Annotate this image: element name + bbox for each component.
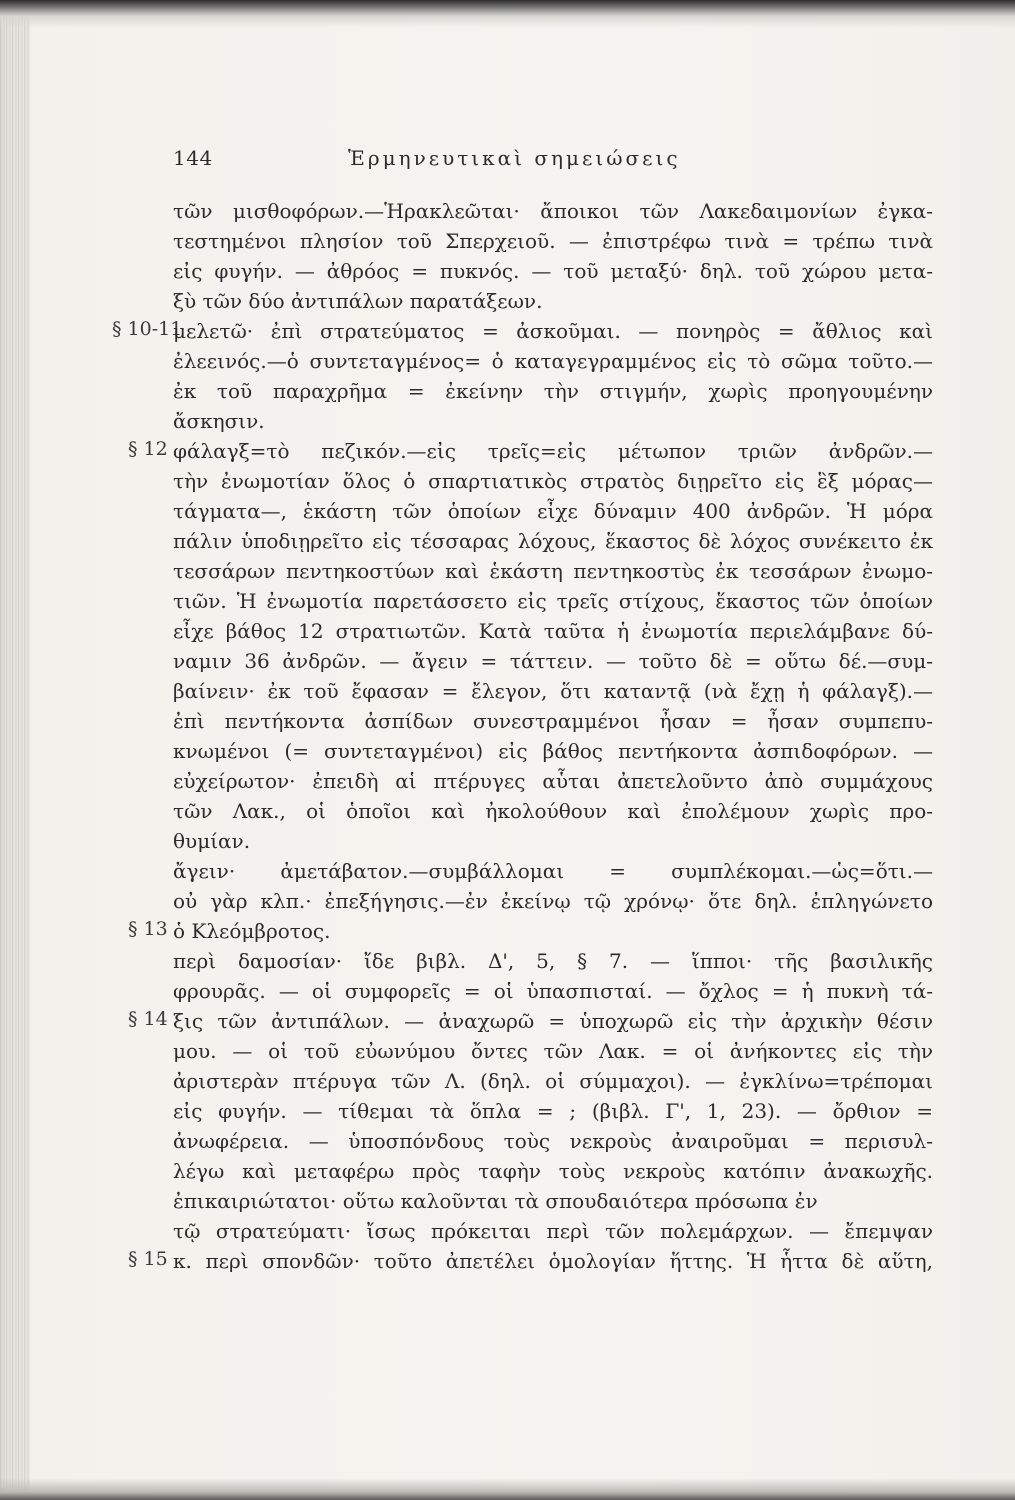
text-line: εὐχείρωτον· ἐπειδὴ αἱ πτέρυγες αὗται ἀπετελοῦντο ἀπὸ συμμάχους xyxy=(173,769,933,793)
text-line: ἐλεεινός.—ὁ συντεταγμένος= ὁ καταγεγραμμένος εἰς τὸ σῶμα τοῦτο.— xyxy=(173,349,933,373)
text-line: ἀνωφέρεια. — ὑποσπόνδους τοὺς νεκροὺς ἀναιροῦμαι = περισυλ- xyxy=(173,1129,933,1153)
text-line: τάγματα—, ἑκάστη τῶν ὁποίων εἶχε δύναμιν 400 ἀνδρῶν. Ἡ μόρα xyxy=(173,499,933,523)
page-header xyxy=(173,138,933,178)
page-edge-shadow xyxy=(0,0,30,1500)
section-mark: § 14 xyxy=(128,1008,168,1030)
scan-bottom-edge xyxy=(0,1478,1015,1500)
text-line: κ. περὶ σπονδῶν· τοῦτο ἀπετέλει ὁμολογίαν ἥττης. Ἡ ἧττα δὲ αὕτη, xyxy=(173,1249,933,1273)
page-number: 144 xyxy=(173,146,213,170)
text-line: πάλιν ὑποδιῃρεῖτο εἰς τέσσαρας λόχους, ἕκαστος δὲ λόχος συνέκειτο ἐκ xyxy=(173,529,933,553)
section-mark: § 10-11 xyxy=(112,318,183,340)
running-title: Ἑρμηνευτικαὶ σημειώσεις xyxy=(348,146,681,170)
text-line: περὶ δαμοσίαν· ἴδε βιβλ. Δ', 5, § 7. — ἵπποι· τῆς βασιλικῆς xyxy=(173,949,933,973)
section-mark: § 13 xyxy=(128,918,168,940)
text-line: τεσσάρων πεντηκοστύων καὶ ἑκάστη πεντηκοστὺς ἐκ τεσσάρων ἐνωμο- xyxy=(173,559,933,583)
section-mark: § 12 xyxy=(128,438,168,460)
commentary-text xyxy=(173,196,933,1276)
text-line: ὁ Κλεόμβροτος. xyxy=(173,919,331,943)
text-line: ξις τῶν ἀντιπάλων. — ἀναχωρῶ = ὑποχωρῶ εἰς τὴν ἀρχικὴν θέσιν xyxy=(173,1009,933,1033)
text-line: θυμίαν. xyxy=(173,829,251,853)
text-line: τεστημένοι πλησίον τοῦ Σπερχειοῦ. — ἐπιστρέφω τινὰ = τρέπω τινὰ xyxy=(173,229,933,253)
text-line: εἶχε βάθος 12 στρατιωτῶν. Κατὰ ταῦτα ἡ ἐνωμοτία περιελάμβανε δύ- xyxy=(173,619,933,643)
text-line: τὴν ἐνωμοτίαν ὅλος ὁ σπαρτιατικὸς στρατὸς διῃρεῖτο εἰς ἓξ μόρας— xyxy=(173,469,933,493)
scan-top-edge xyxy=(0,0,1015,28)
text-line: μου. — οἱ τοῦ εὐωνύμου ὄντες τῶν Λακ. = οἱ ἀνήκοντες εἰς τὴν xyxy=(173,1039,933,1063)
text-line: κνωμένοι (= συντεταγμένοι) εἰς βάθος πεντήκοντα ἀσπιδοφόρων. — xyxy=(173,739,933,763)
text-line: βαίνειν· ἐκ τοῦ ἔφασαν = ἔλεγον, ὅτι καταντᾷ (νὰ ἔχῃ ἡ φάλαγξ).— xyxy=(173,679,933,703)
text-line: μελετῶ· ἐπὶ στρατεύματος = ἀσκοῦμαι. — πονηρὸς = ἄθλιος καὶ xyxy=(173,319,933,343)
text-line: φρουρᾶς. — οἱ συμφορεῖς = οἱ ὑπασπισταί. — ὄχλος = ἡ πυκνὴ τά- xyxy=(173,979,933,1003)
text-line: φάλαγξ=τὸ πεζικόν.—εἰς τρεῖς=εἰς μέτωπον τριῶν ἀνδρῶν.— xyxy=(173,439,933,463)
text-line: ἐκ τοῦ παραχρῆμα = ἐκείνην τὴν στιγμήν, χωρὶς προηγουμένην xyxy=(173,379,933,403)
text-line: ἄγειν· ἀμετάβατον.—συμβάλλομαι = συμπλέκομαι.—ὡς=ὅτι.— xyxy=(173,859,933,883)
text-line: ξὺ τῶν δύο ἀντιπάλων παρατάξεων. xyxy=(173,289,543,313)
text-line: τῶν Λακ., οἱ ὁποῖοι καὶ ἠκολούθουν καὶ ἐπολέμουν χωρὶς προ- xyxy=(173,799,933,823)
section-mark: § 15 xyxy=(128,1248,168,1270)
text-line: εἰς φυγήν. — τίθεμαι τὰ ὅπλα = ; (βιβλ. Γ', 1, 23). — ὄρθιον = xyxy=(173,1099,933,1123)
text-line: οὐ γὰρ κλπ.· ἐπεξήγησις.—ἐν ἐκείνῳ τῷ χρόνῳ· ὅτε δηλ. ἐπληγώνετο xyxy=(173,889,933,913)
text-line: λέγω καὶ μεταφέρω πρὸς ταφὴν τοὺς νεκροὺς κατόπιν ἀνακωχῆς. xyxy=(173,1159,933,1183)
text-line: ναμιν 36 ἀνδρῶν. — ἄγειν = τάττειν. — τοῦτο δὲ = οὕτω δέ.—συμ- xyxy=(173,649,933,673)
text-line: τῷ στρατεύματι· ἴσως πρόκειται περὶ τῶν πολεμάρχων. — ἔπεμψαν xyxy=(173,1219,933,1243)
text-line: ἐπικαιριώτατοι· οὕτω καλοῦνται τὰ σπουδαιότερα πρόσωπα ἐν xyxy=(173,1189,818,1213)
text-line: ἀριστερὰν πτέρυγα τῶν Λ. (δηλ. οἱ σύμμαχοι). — ἐγκλίνω=τρέπομαι xyxy=(173,1069,933,1093)
text-line: ἄσκησιν. xyxy=(173,409,265,433)
text-line: ἐπὶ πεντήκοντα ἀσπίδων συνεστραμμένοι ἦσαν = ἦσαν συμπεπυ- xyxy=(173,709,933,733)
text-line: τῶν μισθοφόρων.—Ἡρακλεῶται· ἄποικοι τῶν Λακεδαιμονίων ἐγκα- xyxy=(173,199,933,223)
text-line: εἰς φυγήν. — ἀθρόος = πυκνός. — τοῦ μεταξύ· δηλ. τοῦ χώρου μετα- xyxy=(173,259,933,283)
text-line: τιῶν. Ἡ ἐνωμοτία παρετάσσετο εἰς τρεῖς στίχους, ἕκαστος τῶν ὁποίων xyxy=(173,589,933,613)
